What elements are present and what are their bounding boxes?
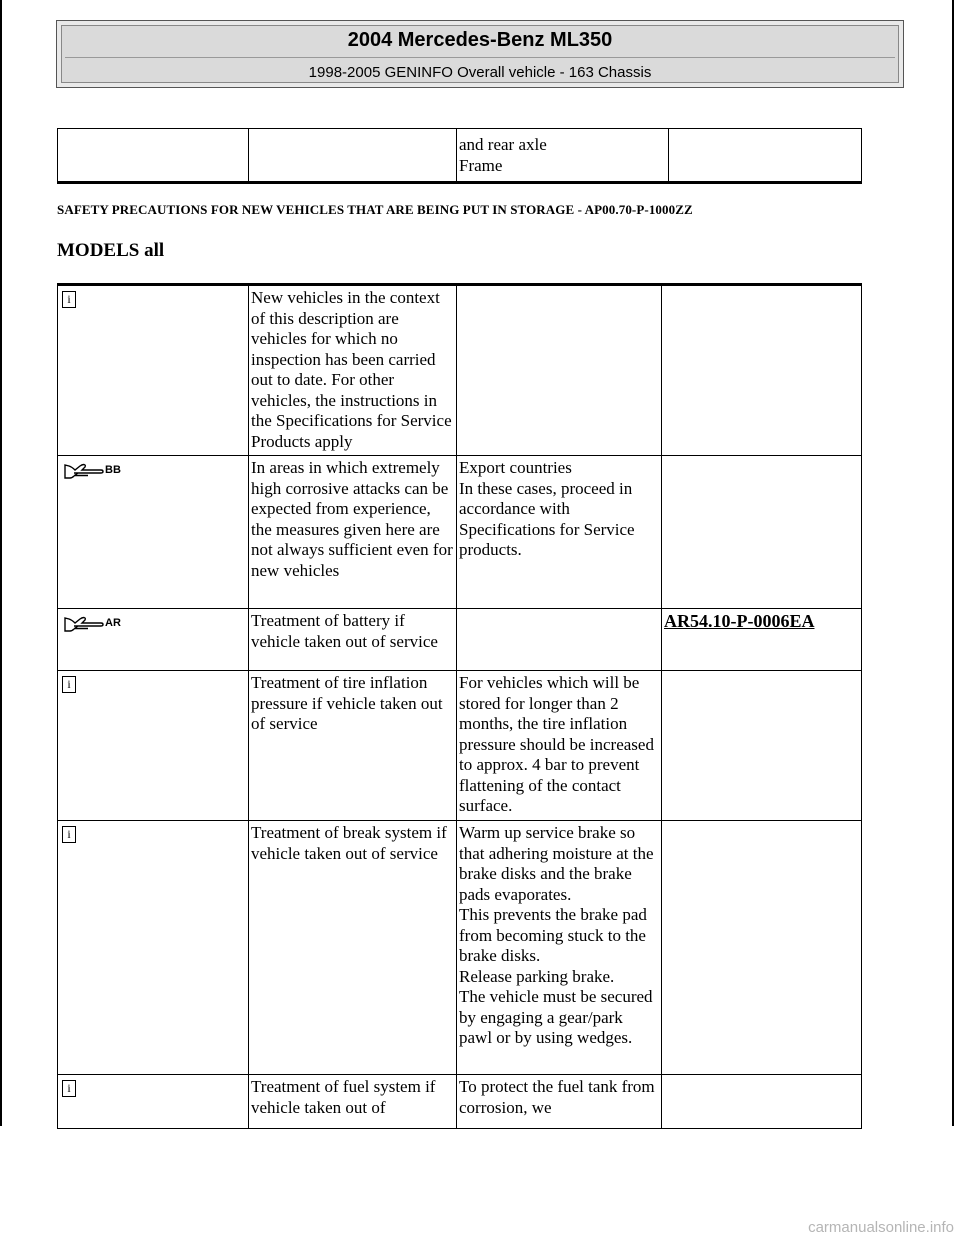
hand-pointer-icon xyxy=(64,460,121,481)
info-icon: i xyxy=(62,1080,76,1097)
description-cell: New vehicles in the context of this description are vehicles for which no inspection has been carried out to date. For other vehicles, the instructions in the Specifications for Service Products apply xyxy=(249,285,457,456)
description-cell: In areas in which extremely high corrosive attacks can be expected from experience, the measures given here are not always sufficient even for new vehicles xyxy=(249,456,457,609)
description-cell: Treatment of battery if vehicle taken out of service xyxy=(249,609,457,671)
icon-cell xyxy=(58,671,249,821)
info-icon: i xyxy=(62,676,76,693)
table-cell: and rear axle Frame xyxy=(457,129,669,183)
icon-cell xyxy=(58,1075,249,1129)
watermark-text: carmanualsonline.info xyxy=(808,1219,954,1236)
procedure-table xyxy=(57,283,862,1129)
note-cell: To protect the fuel tank from corrosion, we xyxy=(457,1075,662,1129)
section-title: SAFETY PRECAUTIONS FOR NEW VEHICLES THAT ARE BEING PUT IN STORAGE - AP00.70-P-1000ZZ xyxy=(57,202,693,217)
table-cell xyxy=(669,129,862,183)
reference-cell xyxy=(662,1075,862,1129)
continued-table xyxy=(57,128,862,184)
table-row xyxy=(58,129,862,183)
note-cell: Export countries In these cases, proceed in accordance with Specifications for Service products. xyxy=(457,456,662,609)
reference-link[interactable]: AR54.10-P-0006EA xyxy=(664,611,815,631)
reference-cell xyxy=(662,285,862,456)
document-header xyxy=(56,20,904,88)
table-row xyxy=(58,609,862,671)
procedure-code: BB xyxy=(105,464,121,476)
page-edge-left xyxy=(0,0,2,1126)
table-row xyxy=(58,1075,862,1129)
header-title: 2004 Mercedes-Benz ML350 xyxy=(347,29,613,51)
models-heading: MODELS all xyxy=(57,240,165,261)
icon-cell xyxy=(58,285,249,456)
info-icon: i xyxy=(62,826,76,843)
table-row xyxy=(58,821,862,1075)
note-cell xyxy=(457,609,662,671)
note-cell: For vehicles which will be stored for longer than 2 months, the tire inflation pressure should be increased to approx. 4 bar to prevent flattening of the contact surface. xyxy=(457,671,662,821)
table-row xyxy=(58,285,862,456)
icon-cell xyxy=(58,456,249,609)
note-cell: Warm up service brake so that adhering moisture at the brake disks and the brake pads evaporates. This prevents the brake pad from becoming stuck to the brake disks. Release parking brake. The vehicle must be secured by engaging a gear/park pawl or by using wedges. xyxy=(457,821,662,1075)
header-subtitle: 1998-2005 GENINFO Overall vehicle - 163 Chassis xyxy=(308,64,652,81)
description-cell: Treatment of fuel system if vehicle taken out of xyxy=(249,1075,457,1129)
table-cell xyxy=(58,129,249,183)
reference-cell xyxy=(662,821,862,1075)
description-cell: Treatment of tire inflation pressure if vehicle taken out of service xyxy=(249,671,457,821)
table-cell xyxy=(249,129,457,183)
icon-cell xyxy=(58,821,249,1075)
table-row xyxy=(58,456,862,609)
icon-cell xyxy=(58,609,249,671)
note-cell xyxy=(457,285,662,456)
reference-cell xyxy=(662,671,862,821)
description-cell: Treatment of break system if vehicle taken out of service xyxy=(249,821,457,1075)
info-icon: i xyxy=(62,291,76,308)
hand-pointer-icon xyxy=(64,613,121,634)
procedure-code: AR xyxy=(105,617,121,629)
page-edge-right xyxy=(952,0,954,1126)
header-divider xyxy=(65,57,895,58)
reference-cell xyxy=(662,609,862,671)
reference-cell xyxy=(662,456,862,609)
table-row xyxy=(58,671,862,821)
